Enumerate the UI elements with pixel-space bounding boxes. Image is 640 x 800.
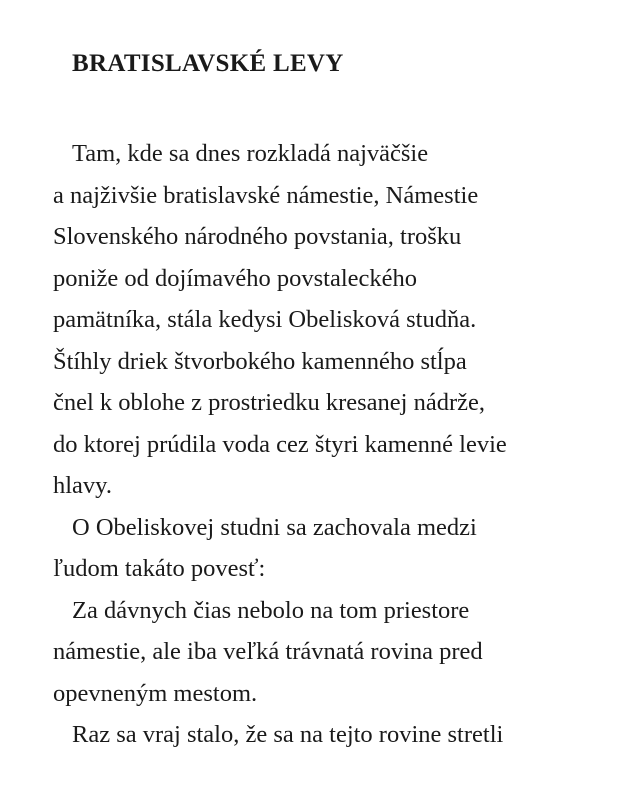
paragraph-4 (53, 714, 613, 756)
paragraph-1 (53, 133, 613, 507)
paragraph-3 (53, 590, 613, 715)
text-line: pamätníka, stála kedysi Obelisková studňa. (53, 306, 477, 333)
text-line: Za dávnych čias nebolo na tom priestore (72, 596, 470, 624)
text-line: Štíhly driek štvorbokého kamenného stĺpa (53, 347, 467, 375)
text-line: Raz sa vraj stalo, že sa na tejto rovine stretli (72, 721, 504, 748)
text-line: čnel k oblohe z prostriedku kresanej nádrže, (53, 389, 485, 416)
text-line: hlavy. (53, 472, 112, 499)
text-line: do ktorej prúdila voda cez štyri kamenné levie (53, 430, 507, 458)
text-line: O Obeliskovej studni sa zachovala medzi (72, 513, 477, 541)
text-line: a najživšie bratislavské námestie, Námestie (53, 181, 479, 209)
text-line: námestie, ale iba veľká trávnatá rovina pred (53, 638, 483, 665)
text-line: opevneným mestom. (53, 679, 258, 707)
chapter-title: BRATISLAVSKÉ LEVY (72, 50, 344, 77)
text-line: Slovenského národného povstania, trošku (53, 223, 462, 250)
body-text (53, 133, 613, 756)
text-line: poniže od dojímavého povstaleckého (53, 264, 417, 292)
text-line: Tam, kde sa dnes rozkladá najväčšie (72, 140, 429, 167)
text-line: ľudom takáto povesť: (53, 555, 266, 582)
paragraph-2 (53, 507, 613, 590)
